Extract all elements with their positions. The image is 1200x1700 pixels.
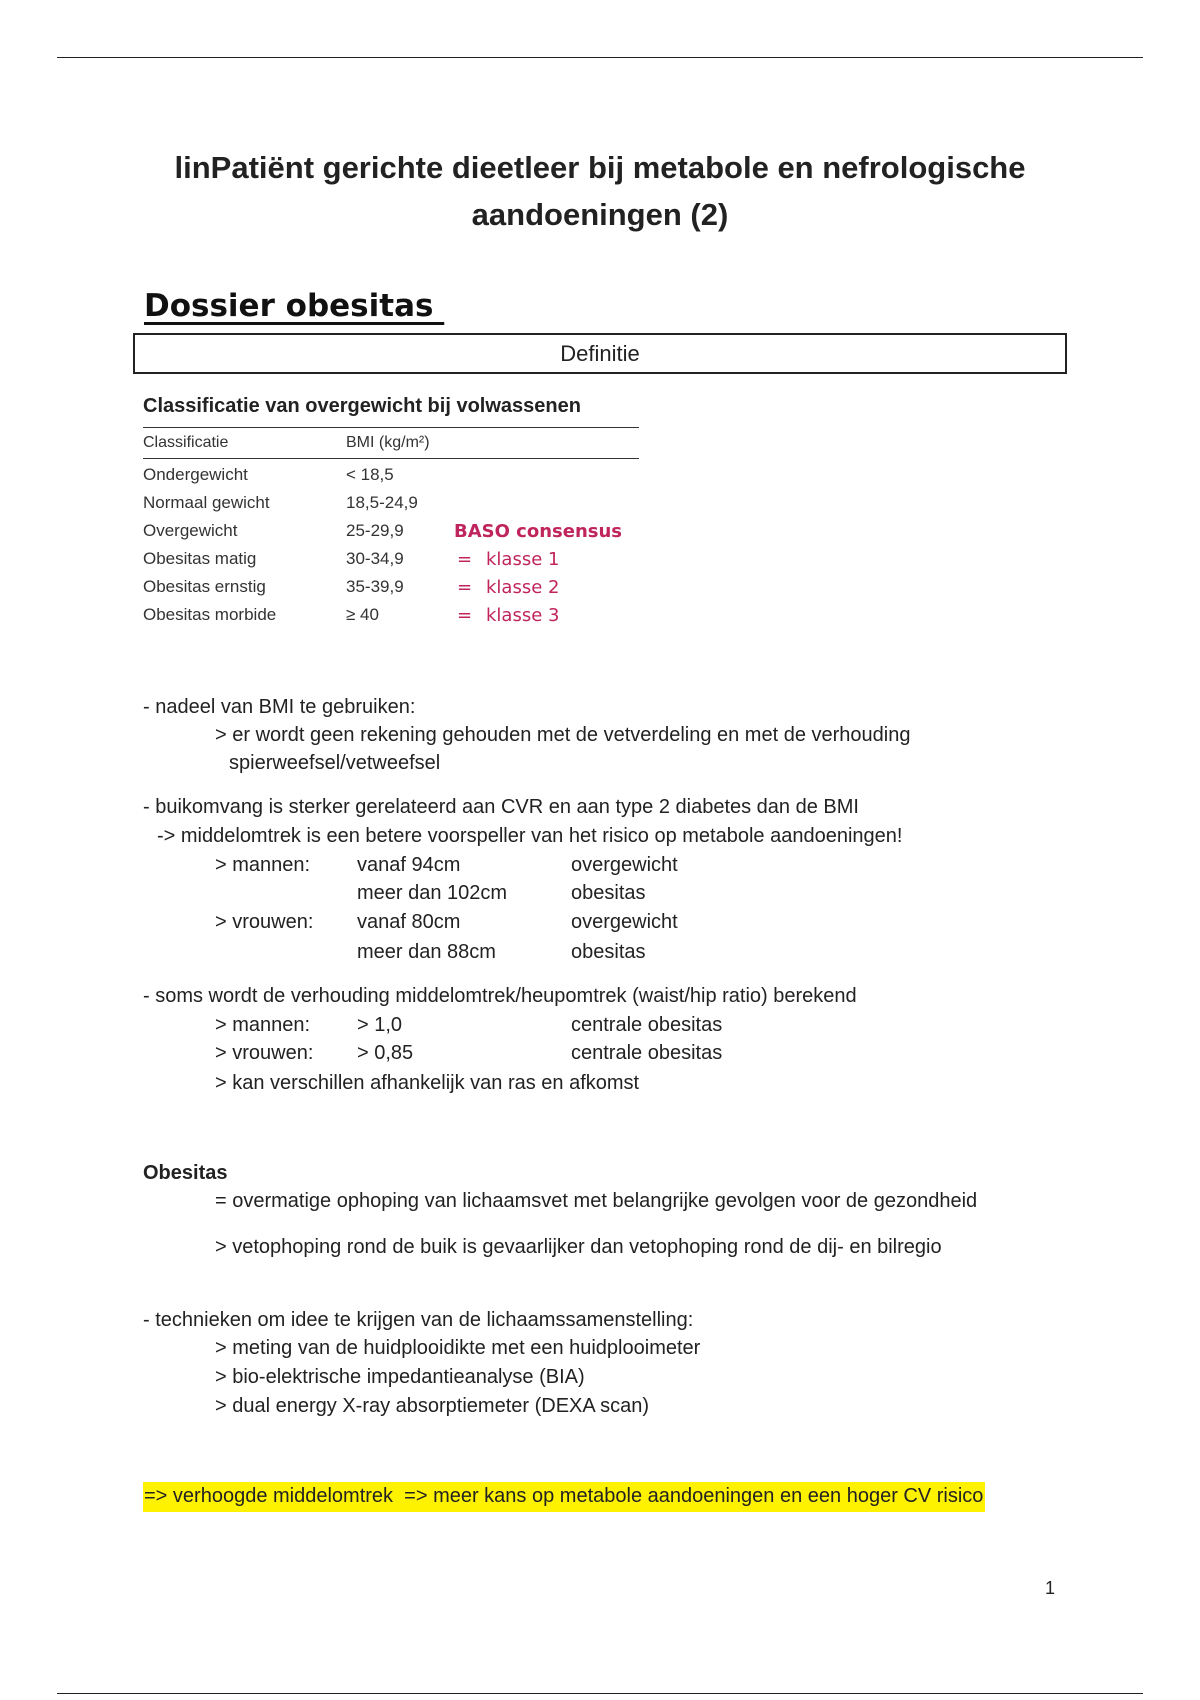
whr-value: > 1,0: [357, 1014, 403, 1036]
obesitas-note: > vetophoping rond de buik is gevaarlijker dan vetophoping rond de dij- en bilregio: [215, 1236, 942, 1258]
waist-value: vanaf 94cm: [357, 854, 461, 876]
waist-group: > vrouwen:: [215, 911, 314, 933]
waist-value: meer dan 102cm: [357, 882, 508, 904]
bmi-classification-table: [143, 393, 643, 629]
definition-box: Definitie: [133, 333, 1067, 374]
header-rule: [57, 57, 1143, 58]
cell-bmi: 25-29,9: [346, 521, 404, 540]
baso-consensus-label: BASO consensus: [454, 520, 623, 542]
cell-class-note: [454, 577, 559, 598]
cell-bmi: 35-39,9: [346, 577, 404, 596]
cell-bmi: ≥ 40: [346, 605, 379, 624]
cell-bmi: 18,5-24,9: [346, 493, 418, 512]
waist-label: overgewicht: [571, 911, 678, 933]
table-row: [143, 601, 643, 629]
technique-item: > dual energy X-ray absorptiemeter (DEXA scan): [215, 1395, 650, 1417]
cell-classification: Obesitas matig: [143, 549, 257, 568]
table-row: [143, 517, 643, 545]
cell-classification: Obesitas ernstig: [143, 577, 266, 596]
obesitas-heading: Obesitas: [143, 1162, 228, 1184]
waist-group: > mannen:: [215, 854, 311, 876]
section-heading: Dossier obesitas: [144, 288, 445, 324]
technique-item: > bio-elektrische impedantieanalyse (BIA): [215, 1366, 585, 1388]
whr-intro: - soms wordt de verhouding middelomtrek/heupomtrek (waist/hip ratio) berekend: [143, 985, 857, 1007]
whr-group: > vrouwen:: [215, 1042, 314, 1064]
header-classification: Classificatie: [143, 434, 229, 451]
cell-classification: Normaal gewicht: [143, 493, 270, 512]
table-row: [143, 545, 643, 573]
cell-classification: Ondergewicht: [143, 465, 248, 484]
waist-value: vanaf 80cm: [357, 911, 461, 933]
footer-rule: [57, 1693, 1143, 1694]
bmi-drawback-line: spierweefsel/vetweefsel: [229, 752, 441, 774]
waist-label: obesitas: [571, 941, 646, 963]
equals-sign: =: [457, 548, 473, 570]
class-label: klasse 3: [486, 604, 560, 626]
highlighted-conclusion: => verhoogde middelomtrek => meer kans op metabole aandoeningen en een hoger CV risico: [143, 1482, 985, 1512]
cell-bmi: 30-34,9: [346, 549, 404, 568]
page-number: 1: [1045, 1578, 1056, 1598]
class-label: klasse 1: [486, 548, 560, 570]
class-label: klasse 2: [486, 576, 560, 598]
table-row: [143, 573, 643, 601]
cell-classification: Obesitas morbide: [143, 605, 277, 624]
technique-item: > meting van de huidplooidikte met een huidplooimeter: [215, 1337, 701, 1359]
whr-note: > kan verschillen afhankelijk van ras en afkomst: [215, 1072, 640, 1094]
equals-sign: =: [457, 604, 473, 626]
equals-sign: =: [457, 576, 473, 598]
cell-classification: Overgewicht: [143, 521, 238, 540]
whr-label: centrale obesitas: [571, 1042, 723, 1064]
waist-label: overgewicht: [571, 854, 678, 876]
bmi-drawback-intro: - nadeel van BMI te gebruiken:: [143, 696, 416, 718]
cell-class-note: [454, 549, 559, 570]
whr-group: > mannen:: [215, 1014, 311, 1036]
techniques-intro: - technieken om idee te krijgen van de lichaamssamenstelling:: [143, 1309, 694, 1331]
cell-bmi: < 18,5: [346, 465, 394, 484]
table-header-row: [143, 427, 639, 459]
whr-value: > 0,85: [357, 1042, 414, 1064]
table-row: [143, 489, 643, 517]
cell-class-note: [454, 605, 559, 626]
table-row: [143, 461, 643, 489]
header-bmi: BMI (kg/m²): [346, 434, 430, 451]
waist-arrow-note: -> middelomtrek is een betere voorspeller van het risico op metabole aandoeningen!: [157, 825, 903, 847]
waist-label: obesitas: [571, 882, 646, 904]
waist-intro: - buikomvang is sterker gerelateerd aan CVR en aan type 2 diabetes dan de BMI: [143, 796, 859, 818]
bmi-drawback-line: > er wordt geen rekening gehouden met de vetverdeling en met de verhouding: [215, 724, 911, 746]
obesitas-definition: = overmatige ophoping van lichaamsvet met belangrijke gevolgen voor de gezondheid: [215, 1190, 978, 1212]
waist-value: meer dan 88cm: [357, 941, 496, 963]
table-caption: Classificatie van overgewicht bij volwassenen: [143, 395, 581, 417]
whr-label: centrale obesitas: [571, 1014, 723, 1036]
document-title: linPatiënt gerichte dieetleer bij metabole en nefrologische aandoeningen (2): [174, 150, 1026, 232]
